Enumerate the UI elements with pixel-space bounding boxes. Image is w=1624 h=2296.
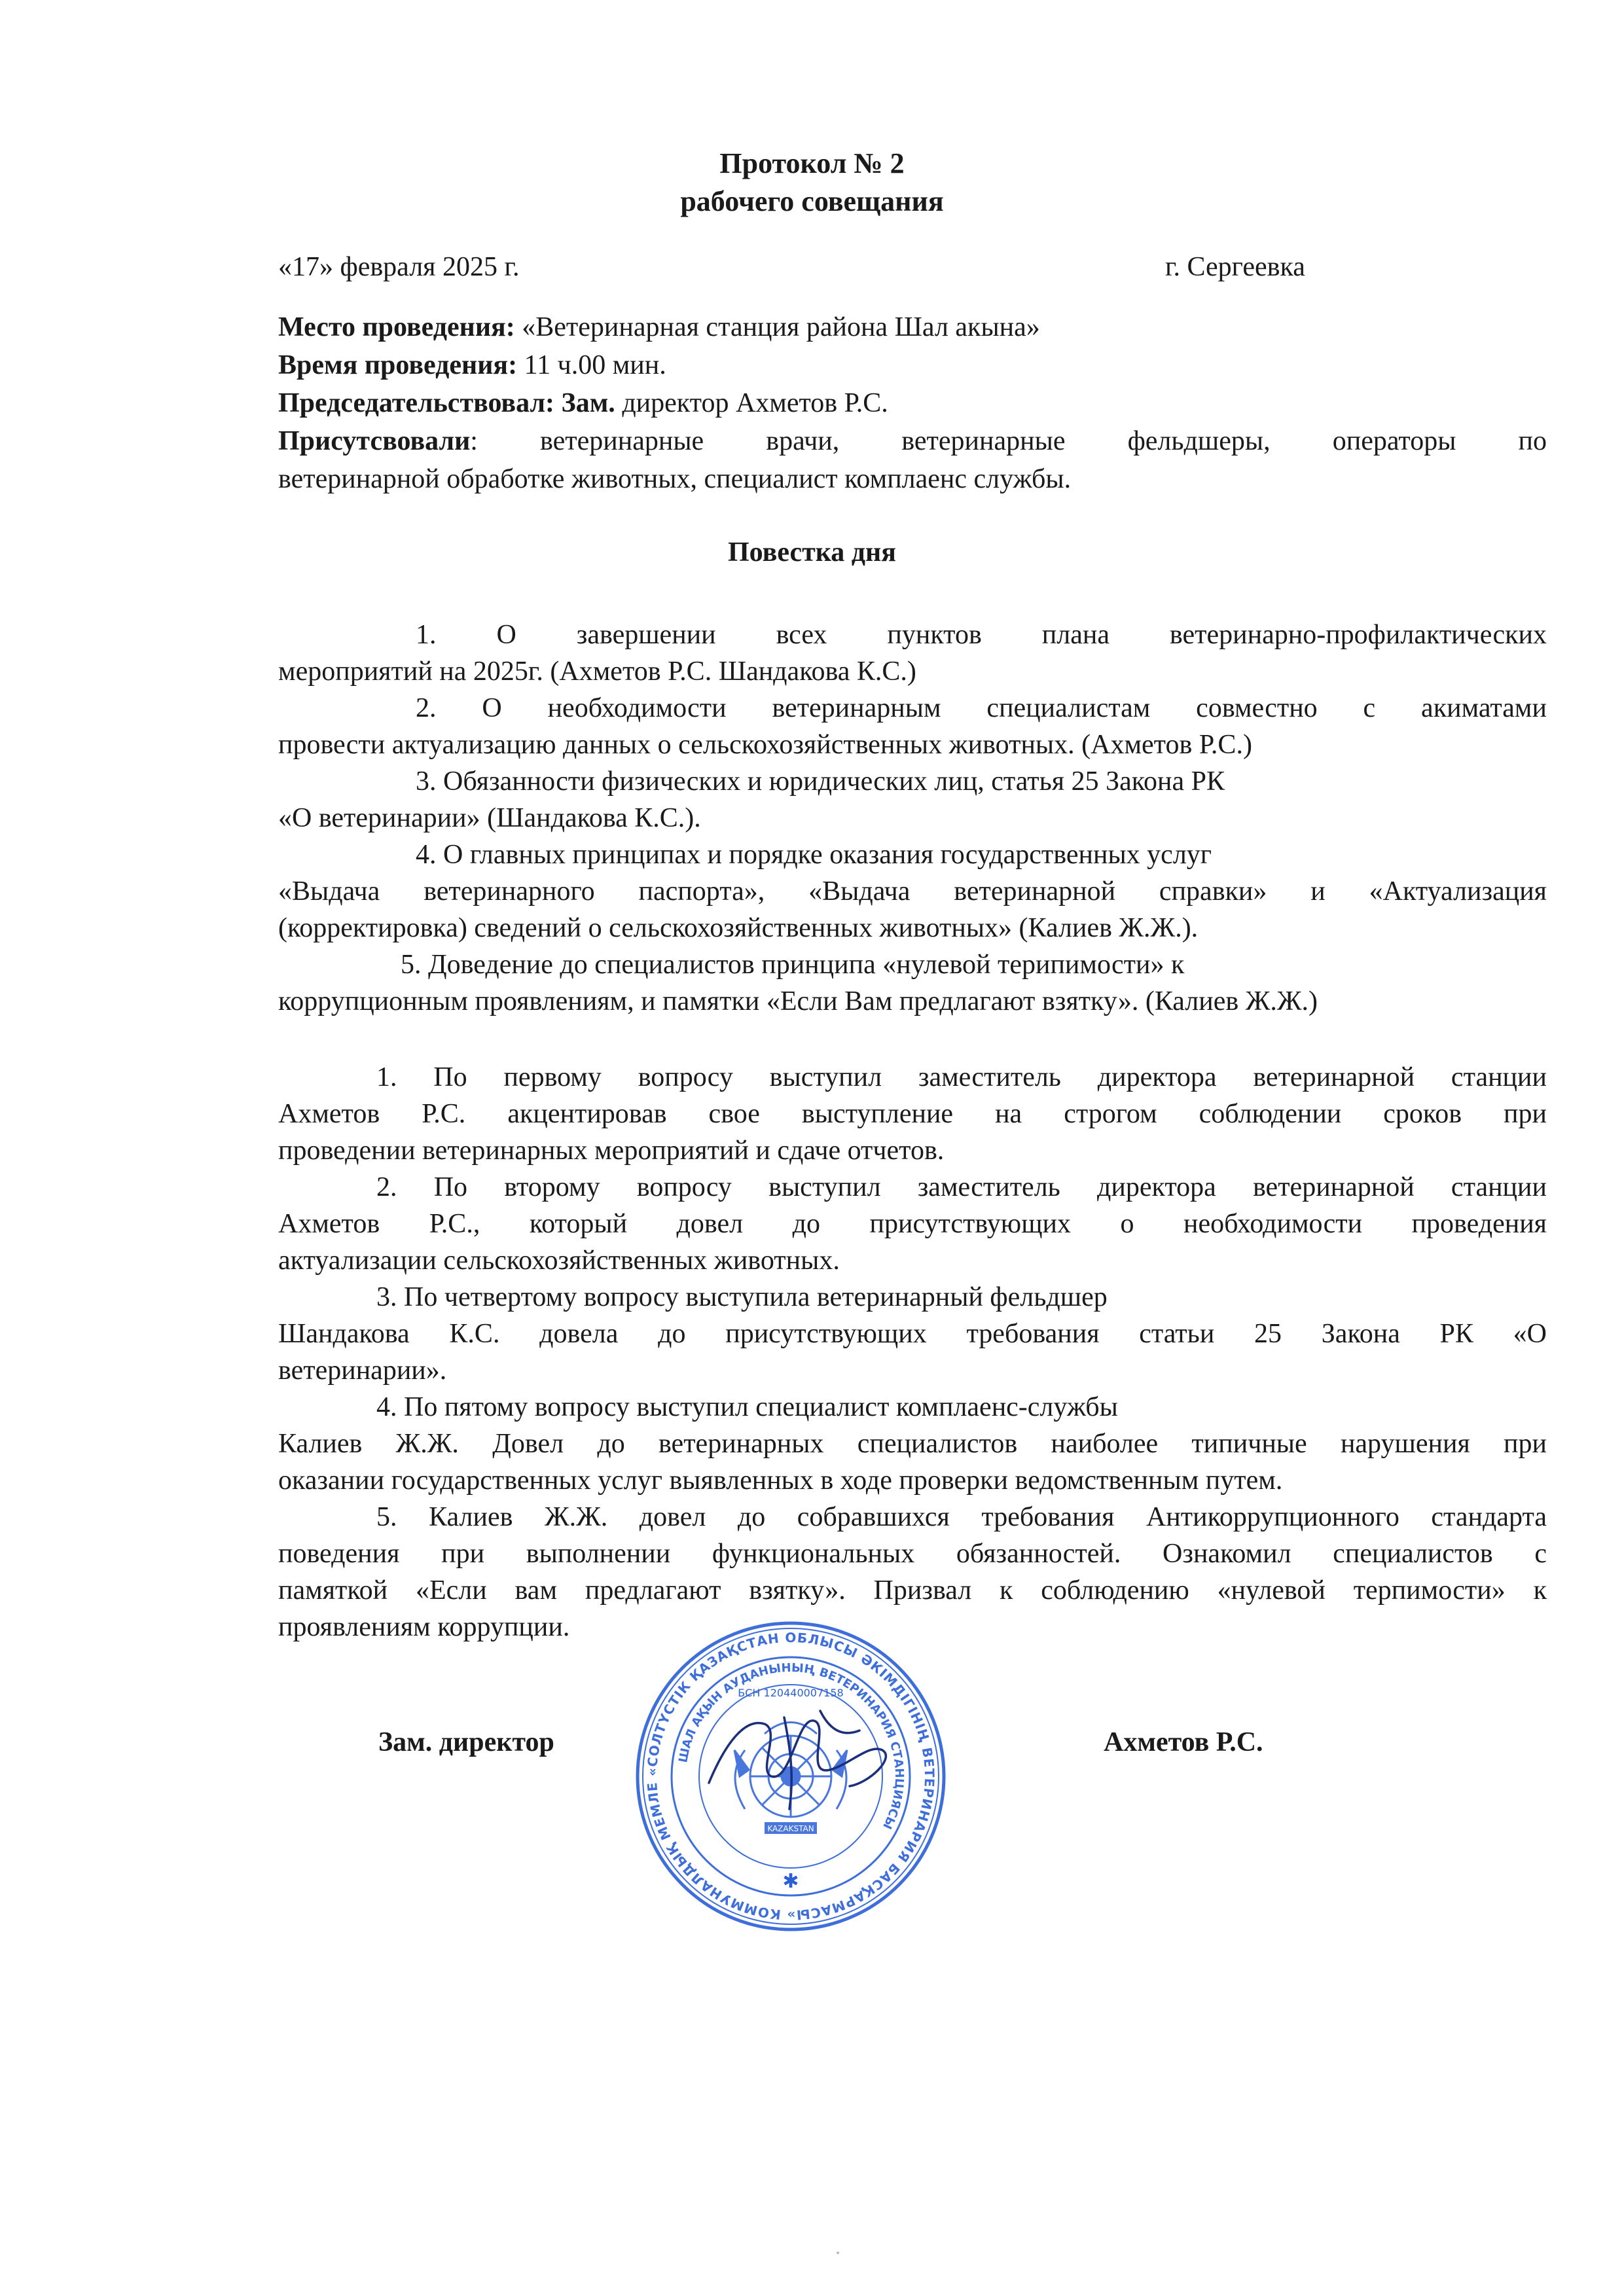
agenda-line: 1. О завершении всех пунктов плана ветеринарно-профилактических (416, 620, 1547, 650)
body-line: Ахметов Р.С. акцентировав свое выступление на строгом соблюдении сроков при (278, 1099, 1547, 1129)
body-line: памяткой «Если вам предлагают взятку». Призвал к соблюдению «нулевой терпимости» к (278, 1575, 1547, 1605)
time-label: Время проведения: (278, 350, 518, 380)
document-subtitle: рабочего совещания (680, 185, 944, 217)
agenda-heading: Повестка дня (728, 537, 896, 567)
body-line: проведении ветеринарных мероприятий и сдаче отчетов. (278, 1136, 945, 1166)
body-line: Ахметов Р.С., который довел до присутствующих о необходимости проведения (278, 1209, 1547, 1239)
time-value: 11 ч.00 мин. (517, 350, 666, 380)
agenda-line: 4. О главных принципах и порядке оказания государственных услуг (416, 840, 1212, 870)
document-date: «17» февраля 2025 г. (278, 252, 520, 282)
signature-name: Ахметов Р.С. (1104, 1727, 1263, 1757)
body-line: поведения при выполнении функциональных обязанностей. Ознакомил специалистов с (278, 1539, 1547, 1569)
agenda-line: 3. Обязанности физических и юридических лиц, статья 25 Закона РК (416, 766, 1225, 797)
stamp-seal-icon (634, 1619, 948, 1933)
place-label: Место проведения: (278, 312, 515, 342)
time-line (278, 347, 666, 384)
agenda-line: 5. Доведение до специалистов принципа «нулевой терипимости» к (401, 950, 1185, 980)
body-line: Калиев Ж.Ж. Довел до ветеринарных специалистов наиболее типичные нарушения при (278, 1429, 1547, 1459)
official-stamp (634, 1619, 948, 1933)
scan-speck (837, 2251, 839, 2254)
svg-text:✱: ✱ (782, 1870, 799, 1893)
stamp-inner-text: ШАЛ АҚЫН АУДАНЫНЫҢ ВЕТЕРИНАРИЯ СТАНЦИЯСЫ (676, 1660, 907, 1831)
present-label: Присутсвовали (278, 426, 471, 456)
body-line: оказании государственных услуг выявленных в ходе проверки ведомственным путем. (278, 1465, 1283, 1496)
chair-title: Зам. (554, 388, 615, 418)
stamp-outer-text: «СОЛТҮСТІК ҚАЗАҚСТАН ОБЛЫСЫ ӘКІМДІГІНІҢ ВЕТЕРИНАРИЯ БАСҚАРМАСЫ» КОММУНАЛДЫҚ МЕМЛЕ (643, 1629, 938, 1924)
body-line: проявлениям коррупции. (278, 1612, 570, 1642)
body-line: 1. По первому вопросу выступил заместитель директора ветеринарной станции (376, 1062, 1547, 1092)
document-title: Протокол № 2 (719, 147, 905, 179)
agenda-line: коррупционным проявлениям, и памятки «Если Вам предлагают взятку». (Калиев Ж.Ж.) (278, 986, 1318, 1016)
body-line: 2. По второму вопросу выступил заместитель директора ветеринарной станции (376, 1172, 1547, 1202)
agenda-line: 2. О необходимости ветеринарным специалистам совместно с акиматами (416, 693, 1547, 723)
agenda-line: (корректировка) сведений о сельскохозяйственных животных» (Калиев Ж.Ж.). (278, 913, 1199, 943)
chair-value: директор Ахметов Р.С. (615, 388, 888, 418)
agenda-line: «Выдача ветеринарного паспорта», «Выдача ветеринарной справки» и «Актуализация (278, 876, 1547, 906)
chair-line (278, 385, 888, 422)
present-line-1 (278, 423, 1547, 459)
chair-label: Председательствовал: (278, 388, 555, 418)
body-line: 4. По пятому вопросу выступил специалист комплаенс-службы (376, 1392, 1118, 1422)
place-line (278, 309, 1040, 346)
body-line: Шандакова К.С. довела до присутствующих требования статьи 25 Закона РК «О (278, 1319, 1547, 1349)
body-line: актуализации сельскохозяйственных животных. (278, 1246, 840, 1276)
place-value: «Ветеринарная станция района Шал акына» (514, 312, 1040, 342)
body-line: 5. Калиев Ж.Ж. довел до собравшихся требования Антикоррупционного стандарта (376, 1502, 1547, 1532)
agenda-line: провести актуализацию данных о сельскохозяйственных животных. (Ахметов Р.С.) (278, 730, 1252, 760)
document-city: г. Сергеевка (1165, 252, 1305, 282)
present-line-2: ветеринарной обработке животных, специалист комплаенс службы. (278, 464, 1072, 494)
present-value: : ветеринарные врачи, ветеринарные фельдшеры, операторы по (470, 426, 1547, 456)
agenda-line: «О ветеринарии» (Шандакова К.С.). (278, 803, 701, 833)
body-line: ветеринарии». (278, 1355, 447, 1386)
stamp-id: БСН 120440007158 (738, 1687, 844, 1699)
stamp-country: KAZAKSTAN (767, 1824, 814, 1833)
signature-position: Зам. директор (378, 1727, 554, 1757)
agenda-line: мероприятий на 2025г. (Ахметов Р.С. Шандакова К.С.) (278, 656, 916, 687)
body-line: 3. По четвертому вопросу выступила ветеринарный фельдшер (376, 1282, 1108, 1312)
